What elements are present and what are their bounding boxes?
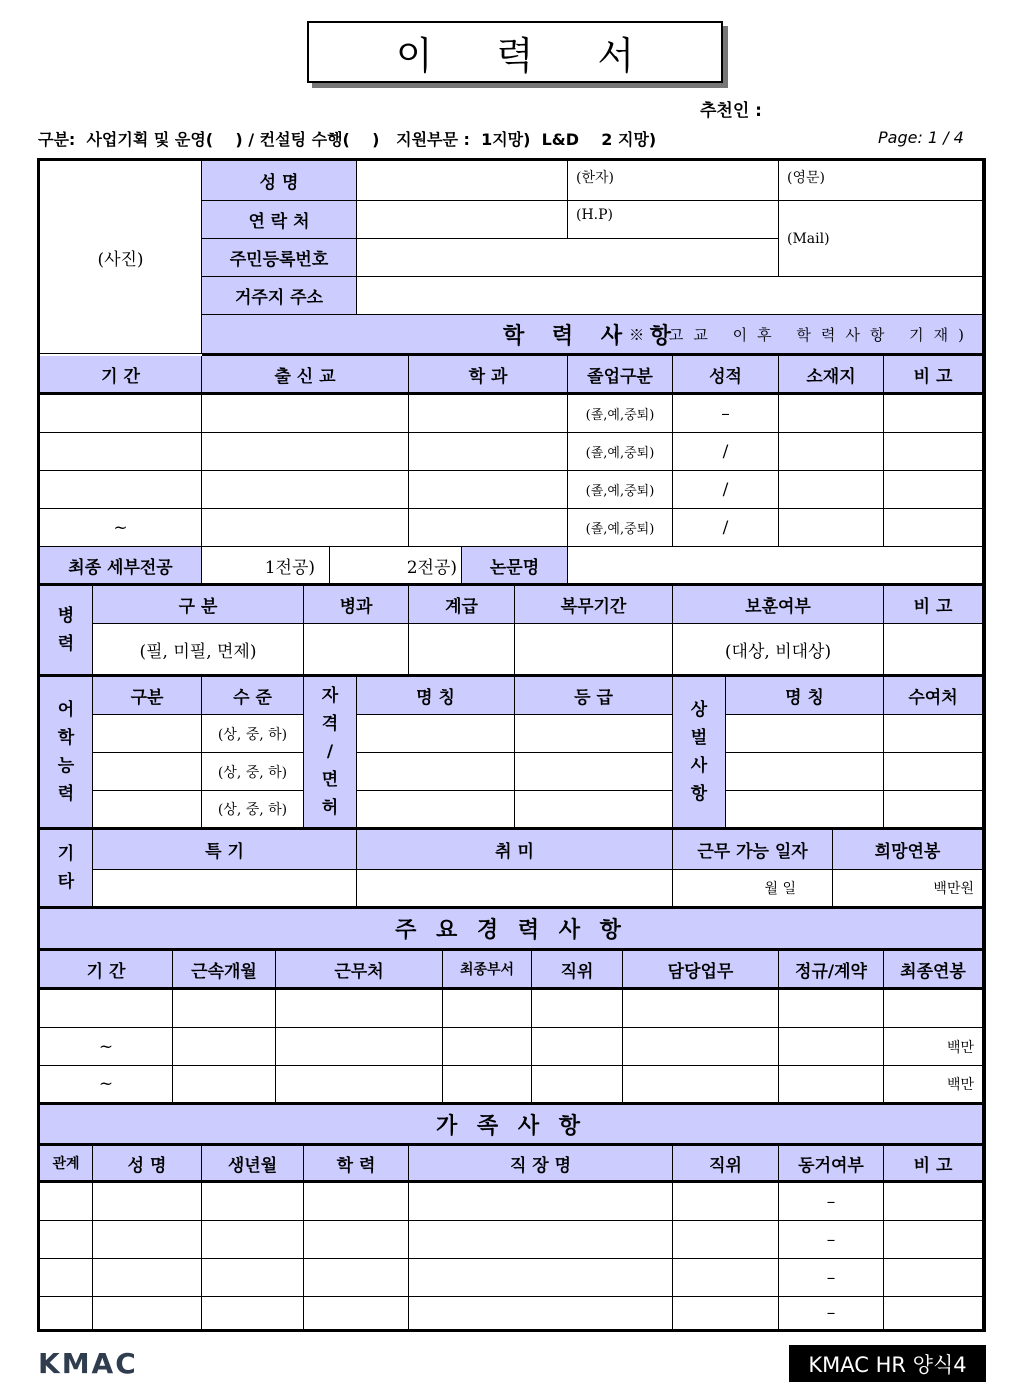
career-row-3-position[interactable]	[532, 1066, 623, 1105]
career-row-1-company[interactable]	[276, 990, 443, 1028]
etc-header-specialty: 특 기	[93, 830, 357, 870]
family-row-3-relation[interactable]	[40, 1259, 93, 1297]
award-row-3-issuer[interactable]	[884, 791, 983, 830]
kmac-logo: KMAC	[38, 1347, 138, 1380]
edu-row-1-major[interactable]	[409, 395, 568, 433]
resident-number-label: 주민등록번호	[202, 239, 357, 277]
recommender-label: 추천인 :	[700, 101, 762, 121]
family-row-1-cohabit[interactable]: –	[779, 1183, 884, 1221]
language-header-level: 수 준	[202, 677, 304, 715]
mobile-field[interactable]: (H.P)	[568, 201, 779, 239]
family-row-4-cohabit[interactable]: –	[779, 1297, 884, 1329]
language-row-2-level[interactable]: (상, 중, 하)	[202, 753, 304, 791]
family-header-cohabit: 동거여부	[779, 1146, 884, 1183]
military-header-type: 구 분	[93, 586, 304, 624]
edu-header-school: 출 신 교	[202, 356, 409, 395]
career-row-3-salary[interactable]: 백만	[884, 1066, 983, 1105]
award-header-issuer: 수여처	[884, 677, 983, 715]
language-label: 어 학 능 력	[40, 677, 93, 830]
family-header-education: 학 력	[304, 1146, 409, 1183]
contact-label: 연 락 처	[202, 201, 357, 239]
language-row-1-type[interactable]	[93, 715, 202, 753]
family-row-2-remarks[interactable]	[884, 1221, 983, 1259]
family-row-2-position[interactable]	[673, 1221, 779, 1259]
career-row-2-duty[interactable]	[623, 1028, 779, 1066]
language-row-3-type[interactable]	[93, 791, 202, 830]
document-title: 이 력 서	[307, 21, 723, 83]
address-label: 거주지 주소	[202, 277, 357, 315]
application-category-line: 구분: 사업기획 및 운영( ) / 컨설팅 수행( ) 지원부문 : 1지망) L&D 2 지망)	[38, 130, 657, 149]
career-row-2-position[interactable]	[532, 1028, 623, 1066]
family-row-3-education[interactable]	[304, 1259, 409, 1297]
edu-row-3-graduation[interactable]: (졸,예,중퇴)	[568, 471, 673, 509]
edu-row-3-period[interactable]	[40, 471, 202, 509]
career-row-3-period[interactable]: ~	[40, 1066, 173, 1105]
family-row-1-birth[interactable]	[202, 1183, 304, 1221]
family-row-3-remarks[interactable]	[884, 1259, 983, 1297]
language-row-2-type[interactable]	[93, 753, 202, 791]
name-input[interactable]	[357, 161, 568, 201]
career-header-final-salary: 최종연봉	[884, 951, 983, 990]
career-section-title: 주 요 경 력 사 항	[40, 909, 983, 951]
career-header-duty: 담당업무	[623, 951, 779, 990]
etc-header-hobby: 취 미	[357, 830, 673, 870]
career-row-2-company[interactable]	[276, 1028, 443, 1066]
final-major-label: 최종 세부전공	[40, 547, 202, 586]
edu-row-3-score[interactable]: /	[673, 471, 779, 509]
military-header-branch: 병과	[304, 586, 409, 624]
photo-area[interactable]: (사진)	[40, 161, 202, 354]
family-row-3-birth[interactable]	[202, 1259, 304, 1297]
family-row-4-workplace[interactable]	[409, 1297, 673, 1329]
family-row-4-education[interactable]	[304, 1297, 409, 1329]
career-row-1-duty[interactable]	[623, 990, 779, 1028]
family-row-2-cohabit[interactable]: –	[779, 1221, 884, 1259]
language-row-3-level[interactable]: (상, 중, 하)	[202, 791, 304, 830]
etc-header-available-date: 근무 가능 일자	[673, 830, 833, 870]
edu-header-location: 소재지	[779, 356, 884, 395]
etc-header-desired-salary: 희망연봉	[833, 830, 983, 870]
military-rank-field[interactable]	[409, 624, 515, 677]
career-row-2-employment-type[interactable]	[779, 1028, 884, 1066]
award-row-2-issuer[interactable]	[884, 753, 983, 791]
military-type-field[interactable]: (필, 미필, 면제)	[93, 624, 304, 677]
edu-row-4-score[interactable]: /	[673, 509, 779, 547]
family-row-1-remarks[interactable]	[884, 1183, 983, 1221]
edu-row-4-period[interactable]: ~	[40, 509, 202, 547]
edu-row-4-major[interactable]	[409, 509, 568, 547]
edu-row-2-major[interactable]	[409, 433, 568, 471]
edu-row-4-location[interactable]	[779, 509, 884, 547]
military-header-rank: 계급	[409, 586, 515, 624]
edu-row-2-score[interactable]: /	[673, 433, 779, 471]
career-row-1-months[interactable]	[173, 990, 276, 1028]
award-row-2-name[interactable]	[726, 753, 884, 791]
military-period-field[interactable]	[515, 624, 673, 677]
military-branch-field[interactable]	[304, 624, 409, 677]
license-row-3-grade[interactable]	[515, 791, 673, 830]
edu-row-3-major[interactable]	[409, 471, 568, 509]
career-row-2-period[interactable]: ~	[40, 1028, 173, 1066]
family-row-2-workplace[interactable]	[409, 1221, 673, 1259]
edu-header-score: 성적	[673, 356, 779, 395]
major-2-field[interactable]: 2전공)	[330, 547, 462, 586]
career-row-1-salary[interactable]	[884, 990, 983, 1028]
career-row-1-department[interactable]	[443, 990, 532, 1028]
family-row-4-remarks[interactable]	[884, 1297, 983, 1329]
family-header-remarks: 비 고	[884, 1146, 983, 1183]
edu-row-2-school[interactable]	[202, 433, 409, 471]
family-header-birth: 생년월	[202, 1146, 304, 1183]
license-label: 자 격 / 면 허	[304, 677, 357, 830]
career-row-2-department[interactable]	[443, 1028, 532, 1066]
edu-row-1-graduation[interactable]: (졸,예,중퇴)	[568, 395, 673, 433]
education-section-title	[202, 315, 983, 356]
available-date-input[interactable]: 월 일	[673, 870, 833, 909]
career-row-1-period[interactable]	[40, 990, 173, 1028]
license-row-3-name[interactable]	[357, 791, 515, 830]
family-row-2-education[interactable]	[304, 1221, 409, 1259]
family-row-1-position[interactable]	[673, 1183, 779, 1221]
hobby-input[interactable]	[357, 870, 673, 909]
family-row-1-name[interactable]	[93, 1183, 202, 1221]
page-indicator: Page: 1 / 4	[878, 128, 964, 147]
career-row-3-months[interactable]	[173, 1066, 276, 1105]
desired-salary-input[interactable]: 백만원	[833, 870, 983, 909]
language-header-type: 구분	[93, 677, 202, 715]
family-row-4-name[interactable]	[93, 1297, 202, 1329]
contact-input[interactable]	[357, 201, 568, 239]
family-row-1-relation[interactable]	[40, 1183, 93, 1221]
career-header-months: 근속개월	[173, 951, 276, 990]
career-header-position: 직위	[532, 951, 623, 990]
career-row-1-position[interactable]	[532, 990, 623, 1028]
name-label: 성 명	[202, 161, 357, 201]
family-row-4-position[interactable]	[673, 1297, 779, 1329]
family-row-3-cohabit[interactable]: –	[779, 1259, 884, 1297]
etc-label: 기 타	[40, 830, 93, 909]
education-title-text: 학 력 사 항	[503, 322, 681, 349]
edu-row-1-school[interactable]	[202, 395, 409, 433]
license-header-grade: 등 급	[515, 677, 673, 715]
edu-row-1-location[interactable]	[779, 395, 884, 433]
award-header-name: 명 칭	[726, 677, 884, 715]
edu-row-4-remarks[interactable]	[884, 509, 983, 547]
edu-row-4-graduation[interactable]: (졸,예,중퇴)	[568, 509, 673, 547]
career-row-3-duty[interactable]	[623, 1066, 779, 1105]
military-label: 병 력	[40, 586, 93, 677]
award-row-1-name[interactable]	[726, 715, 884, 753]
family-row-3-name[interactable]	[93, 1259, 202, 1297]
edu-header-period: 기 간	[40, 356, 202, 395]
family-row-1-education[interactable]	[304, 1183, 409, 1221]
family-row-2-relation[interactable]	[40, 1221, 93, 1259]
family-row-4-birth[interactable]	[202, 1297, 304, 1329]
career-row-1-employment-type[interactable]	[779, 990, 884, 1028]
resident-number-input[interactable]	[357, 239, 779, 277]
edu-row-2-graduation[interactable]: (졸,예,중퇴)	[568, 433, 673, 471]
career-row-3-employment-type[interactable]	[779, 1066, 884, 1105]
family-section-title: 가 족 사 항	[40, 1105, 983, 1146]
military-header-period: 복무기간	[515, 586, 673, 624]
edu-row-1-score[interactable]: –	[673, 395, 779, 433]
mail-field[interactable]: (Mail)	[779, 201, 983, 277]
award-row-3-name[interactable]	[726, 791, 884, 830]
career-row-2-salary[interactable]: 백만	[884, 1028, 983, 1066]
license-row-2-grade[interactable]	[515, 753, 673, 791]
hanja-name-field[interactable]: (한자)	[568, 161, 779, 201]
edu-row-4-school[interactable]	[202, 509, 409, 547]
family-row-2-name[interactable]	[93, 1221, 202, 1259]
family-header-workplace: 직 장 명	[409, 1146, 673, 1183]
edu-header-graduation: 졸업구분	[568, 356, 673, 395]
military-header-veteran: 보훈여부	[673, 586, 884, 624]
edu-row-1-remarks[interactable]	[884, 395, 983, 433]
edu-row-3-school[interactable]	[202, 471, 409, 509]
family-row-3-workplace[interactable]	[409, 1259, 673, 1297]
family-header-relation: 관계	[40, 1146, 93, 1183]
career-header-company: 근무처	[276, 951, 443, 990]
edu-header-major: 학 과	[409, 356, 568, 395]
form-code-badge: KMAC HR 양식4	[789, 1345, 986, 1382]
license-row-2-name[interactable]	[357, 753, 515, 791]
career-row-3-department[interactable]	[443, 1066, 532, 1105]
family-header-position: 직위	[673, 1146, 779, 1183]
license-row-1-grade[interactable]	[515, 715, 673, 753]
edu-row-2-location[interactable]	[779, 433, 884, 471]
military-header-remarks: 비 고	[884, 586, 983, 624]
career-row-2-months[interactable]	[173, 1028, 276, 1066]
career-header-period: 기 간	[40, 951, 173, 990]
specialty-input[interactable]	[93, 870, 357, 909]
language-row-1-level[interactable]: (상, 중, 하)	[202, 715, 304, 753]
edu-row-3-location[interactable]	[779, 471, 884, 509]
thesis-label: 논문명	[462, 547, 568, 586]
resume-form	[37, 158, 986, 1332]
family-header-name: 성 명	[93, 1146, 202, 1183]
major-1-field[interactable]: 1전공)	[202, 547, 330, 586]
career-header-employment-type: 정규/계약	[779, 951, 884, 990]
family-row-3-position[interactable]	[673, 1259, 779, 1297]
military-remarks-field[interactable]	[884, 624, 983, 677]
career-row-3-company[interactable]	[276, 1066, 443, 1105]
family-row-1-workplace[interactable]	[409, 1183, 673, 1221]
edu-row-2-period[interactable]	[40, 433, 202, 471]
education-note: (※ 고교 이후 학력사항 기재)	[613, 325, 974, 344]
license-row-1-name[interactable]	[357, 715, 515, 753]
family-row-4-relation[interactable]	[40, 1297, 93, 1329]
edu-row-3-remarks[interactable]	[884, 471, 983, 509]
edu-row-2-remarks[interactable]	[884, 433, 983, 471]
military-veteran-field[interactable]: (대상, 비대상)	[673, 624, 884, 677]
family-row-2-birth[interactable]	[202, 1221, 304, 1259]
address-input[interactable]	[357, 277, 983, 315]
career-header-department: 최종부서	[443, 951, 532, 990]
award-row-1-issuer[interactable]	[884, 715, 983, 753]
award-label: 상 벌 사 항	[673, 677, 726, 830]
thesis-input[interactable]	[568, 547, 983, 586]
edu-header-remarks: 비 고	[884, 356, 983, 395]
license-header-name: 명 칭	[357, 677, 515, 715]
edu-row-1-period[interactable]	[40, 395, 202, 433]
english-name-field[interactable]: (영문)	[779, 161, 983, 201]
